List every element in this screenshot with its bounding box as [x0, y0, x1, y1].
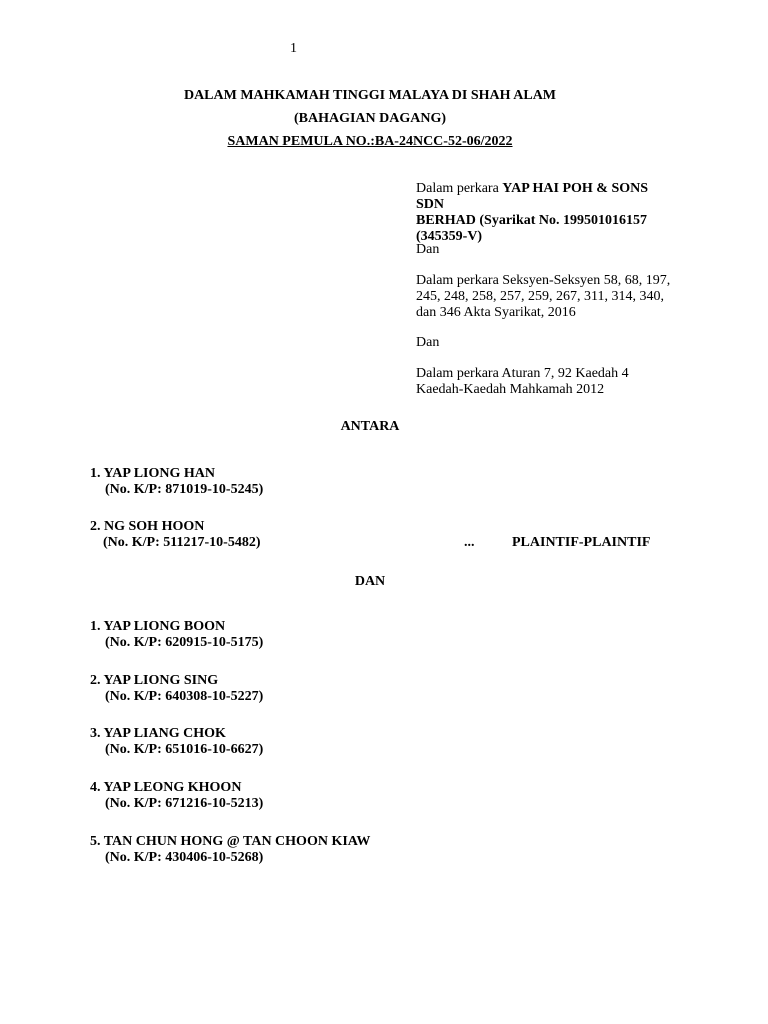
defendant-3-name: 3. YAP LIANG CHOK — [90, 726, 226, 741]
matter-rules — [416, 366, 676, 398]
matter-sections-line1: Dalam perkara Seksyen-Seksyen 58, 68, 197, — [416, 273, 671, 288]
dan-separator: DAN — [354, 574, 386, 589]
case-number — [0, 134, 740, 150]
defendant-2-ic: (No. K/P: 640308-10-5227) — [105, 689, 264, 704]
conjunction-dan-1: Dan — [416, 242, 440, 257]
plaintiff-role: PLAINTIF-PLAINTIF — [512, 535, 651, 550]
defendant-5-ic: (No. K/P: 430406-10-5268) — [105, 850, 264, 865]
matter-company-line2: BERHAD (Syarikat No. 199501016157 — [416, 213, 648, 228]
matter-company-line1: YAP HAI POH & SONS SDN — [416, 181, 649, 212]
defendant-3 — [90, 726, 263, 758]
matter-rules-line2: Kaedah-Kaedah Mahkamah 2012 — [416, 382, 605, 397]
plaintiff-2 — [90, 519, 260, 551]
defendant-1-name: 1. YAP LIONG BOON — [90, 619, 226, 634]
defendant-5-name: 5. TAN CHUN HONG @ TAN CHOON KIAW — [90, 834, 371, 849]
antara-heading: ANTARA — [340, 419, 400, 434]
defendant-4-name: 4. YAP LEONG KHOON — [90, 780, 242, 795]
defendant-2 — [90, 673, 263, 705]
case-number-text: SAMAN PEMULA NO.:BA-24NCC-52-06/2022 — [227, 134, 513, 149]
court-title: DALAM MAHKAMAH TINGGI MALAYA DI SHAH ALAM — [183, 88, 557, 103]
defendant-2-name: 2. YAP LIONG SING — [90, 673, 219, 688]
plaintiff-2-name: 2. NG SOH HOON — [90, 519, 205, 534]
plaintiff-1 — [90, 466, 263, 498]
matter-company-line3: (345359-V) — [416, 229, 483, 244]
page-number: 1 — [290, 41, 297, 56]
conjunction-dan-2: Dan — [416, 335, 440, 350]
matter-rules-line1: Dalam perkara Aturan 7, 92 Kaedah 4 — [416, 366, 629, 381]
defendant-4 — [90, 780, 263, 812]
defendant-3-ic: (No. K/P: 651016-10-6627) — [105, 742, 264, 757]
defendant-1-ic: (No. K/P: 620915-10-5175) — [105, 635, 264, 650]
matter-sections-line2: 245, 248, 258, 257, 259, 267, 311, 314, 340, — [416, 289, 664, 304]
defendant-5 — [90, 834, 370, 866]
plaintiff-2-ic: (No. K/P: 511217-10-5482) — [103, 535, 261, 550]
matter-company — [416, 181, 676, 245]
court-division: (BAHAGIAN DAGANG) — [293, 111, 447, 126]
plaintiff-dots: ... — [464, 535, 475, 550]
plaintiff-1-name: 1. YAP LIONG HAN — [90, 466, 215, 481]
matter-sections-line3: dan 346 Akta Syarikat, 2016 — [416, 305, 576, 320]
defendant-4-ic: (No. K/P: 671216-10-5213) — [105, 796, 264, 811]
plaintiff-1-ic: (No. K/P: 871019-10-5245) — [105, 482, 264, 497]
matter-prefix: Dalam perkara — [416, 181, 503, 196]
matter-sections — [416, 273, 676, 321]
defendant-1 — [90, 619, 263, 651]
